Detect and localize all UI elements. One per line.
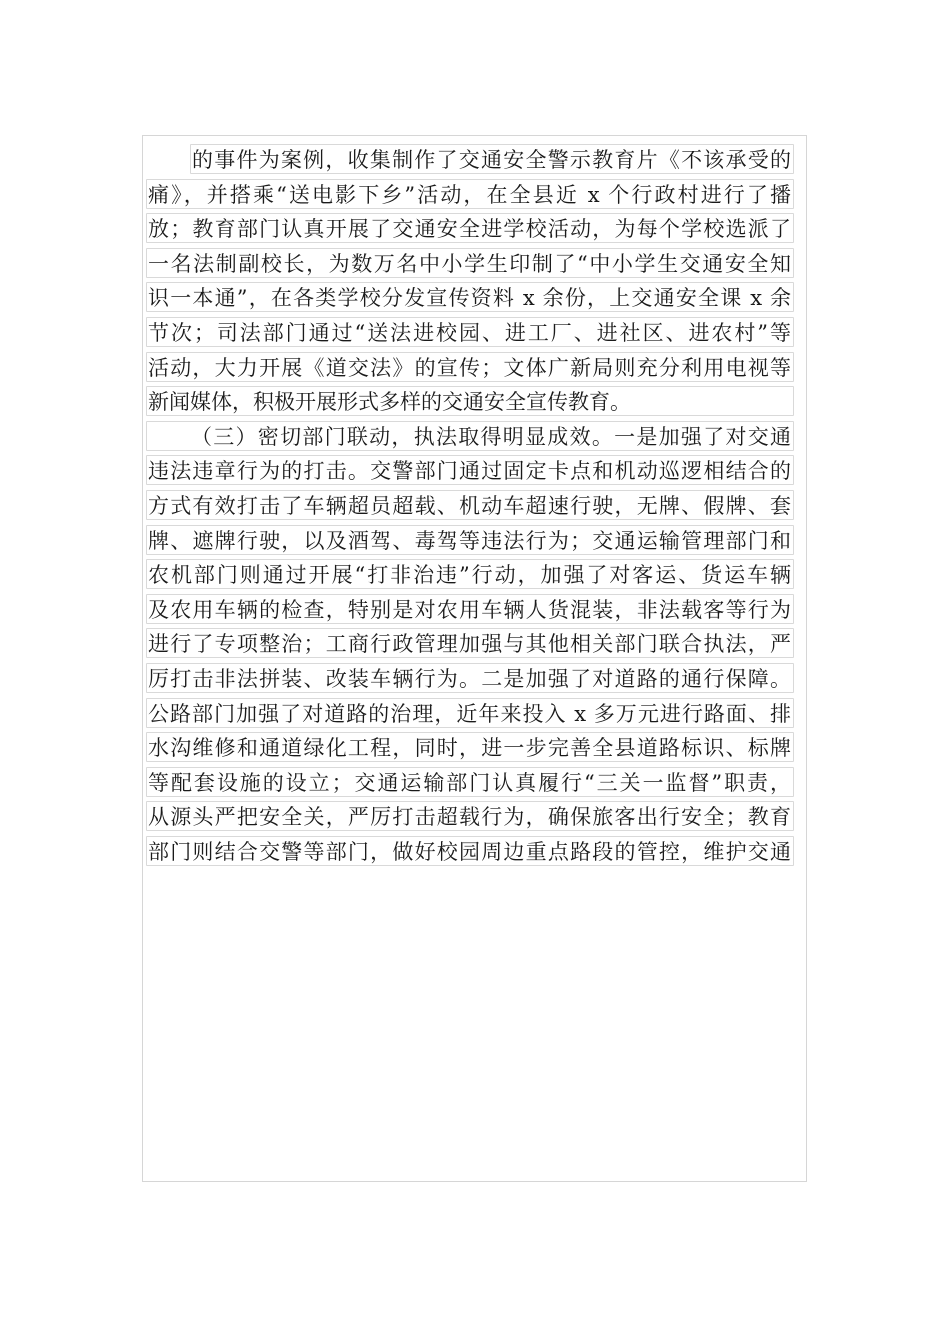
text-line — [146, 247, 796, 282]
text-line-content: 水沟维修和通道绿化工程，同时，进一步完善全县道路标识、标牌 — [146, 732, 794, 762]
text-line-content: 从源头严把安全关，严厉打击超载行为，确保旅客出行安全；教育 — [146, 801, 794, 831]
text-line-content: 违法违章行为的打击。交警部门通过固定卡点和机动巡逻相结合的 — [146, 455, 794, 485]
text-line — [146, 766, 796, 801]
text-line — [146, 385, 796, 420]
text-line — [146, 731, 796, 766]
text-line — [146, 281, 796, 316]
text-line-content: 进行了专项整治；工商行政管理加强与其他相关部门联合执法，严 — [146, 628, 794, 658]
text-line-content: 活动，大力开展《道交法》的宣传；文体广新局则充分利用电视等 — [146, 352, 794, 382]
text-line — [146, 489, 796, 524]
text-line-content: 痛》，并搭乘“送电影下乡”活动，在全县近 x 个行政村进行了播 — [146, 179, 794, 209]
text-line-content: 的事件为案例，收集制作了交通安全警示教育片《不该承受的 — [190, 144, 794, 174]
text-line-content: 农机部门则通过开展“打非治违”行动，加强了对客运、货运车辆 — [146, 559, 794, 589]
text-line-content: 放；教育部门认真开展了交通安全进学校活动，为每个学校选派了 — [146, 213, 794, 243]
text-line — [146, 662, 796, 697]
text-line — [146, 627, 796, 662]
text-line-content: 节次；司法部门通过“送法进校园、进工厂、进社区、进农村”等 — [146, 317, 794, 347]
text-line-content: 及农用车辆的检查，特别是对农用车辆人货混装，非法载客等行为 — [146, 594, 794, 624]
text-line-content: 部门则结合交警等部门，做好校园周边重点路段的管控，维护交通 — [146, 836, 794, 866]
text-line-content: 牌、遮牌行驶，以及酒驾、毒驾等违法行为；交通运输管理部门和 — [146, 525, 794, 555]
text-line — [146, 454, 796, 489]
text-line-content: 方式有效打击了车辆超员超载、机动车超速行驶，无牌、假牌、套 — [146, 490, 794, 520]
text-line-content: 一名法制副校长，为数万名中小学生印制了“中小学生交通安全知 — [146, 248, 794, 278]
text-line-content: 厉打击非法拼装、改装车辆行为。二是加强了对道路的通行保障。 — [146, 663, 794, 693]
text-line-content: 等配套设施的设立；交通运输部门认真履行“三关一监督”职责， — [146, 767, 794, 797]
text-line — [146, 178, 796, 213]
text-line — [146, 835, 796, 870]
text-line — [146, 351, 796, 386]
text-line-content: 识一本通”，在各类学校分发宣传资料 x 余份，上交通安全课 x 余 — [146, 282, 794, 312]
text-line-content: （三）密切部门联动，执法取得明显成效。一是加强了对交通 — [146, 421, 794, 451]
text-line — [146, 316, 796, 351]
text-line — [146, 593, 796, 628]
text-line-content: 新闻媒体，积极开展形式多样的交通安全宣传教育。 — [146, 386, 794, 416]
text-line — [146, 143, 796, 178]
text-line — [146, 558, 796, 593]
text-line — [146, 697, 796, 732]
document-body — [146, 143, 796, 869]
text-line — [146, 212, 796, 247]
text-line — [146, 524, 796, 559]
text-line-content: 公路部门加强了对道路的治理，近年来投入 x 多万元进行路面、排 — [146, 698, 794, 728]
text-line — [146, 800, 796, 835]
text-line — [146, 420, 796, 455]
